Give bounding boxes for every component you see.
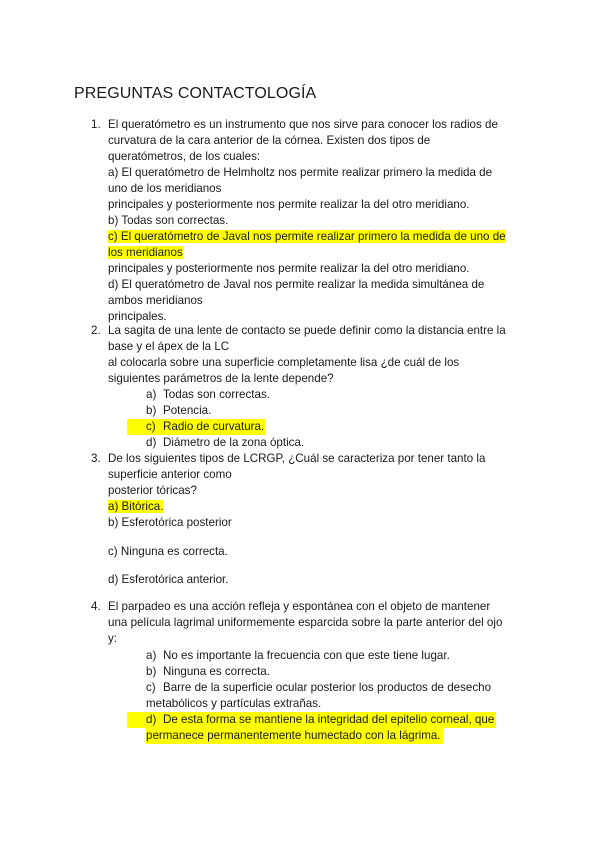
answer-option-highlighted-continued: permanece permanentemente humectado con la lágrima. [146, 729, 441, 742]
page-title: PREGUNTAS CONTACTOLOGÍA [74, 85, 317, 102]
question-number: 3. [91, 452, 101, 465]
answer-option-continued: metabólicos y partículas extrañas. [146, 697, 322, 710]
answer-option-line: ambos meridianos [108, 294, 203, 307]
answer-option-line: b) Todas son correctas. [108, 214, 229, 227]
answer-option-line: d) El queratómetro de Javal nos permite realizar la medida simultánea de [108, 278, 485, 291]
question-text-line: curvatura de la cara anterior de la córnea. Existen dos tipos de [108, 134, 431, 147]
answer-option-line: principales. [108, 310, 167, 323]
question-text-line: queratómetros, de los cuales: [108, 150, 261, 163]
answer-option: b) Potencia. [146, 404, 212, 417]
highlighted-answer-line: c) El queratómetro de Javal nos permite realizar primero la medida de uno de [108, 230, 506, 243]
question-number: 1. [91, 118, 101, 131]
answer-option-line: d) Esferotórica anterior. [108, 573, 229, 586]
question-body [108, 451, 533, 531]
question-number: 4. [91, 600, 101, 613]
answer-option: c) Barre de la superficie ocular posterior los productos de desecho [146, 681, 492, 694]
highlighted-answer-line: los meridianos [108, 246, 183, 259]
question-text-line: superficie anterior como [108, 468, 232, 481]
answer-option-line: b) Esferotórica posterior [108, 516, 232, 529]
question-text-line: La sagita de una lente de contacto se puede definir como la distancia entre la [108, 324, 506, 337]
question-body [108, 117, 533, 325]
question-text-line: El queratómetro es un instrumento que nos sirve para conocer los radios de [108, 118, 498, 131]
question-number: 2. [91, 324, 101, 337]
question-text-line: al colocarla sobre una superficie completamente lisa ¿de cuál de los [108, 356, 460, 369]
answer-option-line: uno de los meridianos [108, 182, 222, 195]
question-text-line: una película lagrimal uniformemente esparcida sobre la parte anterior del ojo [108, 616, 503, 629]
answer-option-line: principales y posteriormente nos permite realizar la del otro meridiano. [108, 198, 470, 211]
answer-option-highlighted: d) De esta forma se mantiene la integridad del epitelio corneal, que [127, 712, 496, 728]
question-text-line: base y el ápex de la LC [108, 340, 230, 353]
answer-option: a) Todas son correctas. [146, 388, 270, 401]
question-text-line: siguientes parámetros de la lente depende? [108, 372, 334, 385]
answer-option-highlighted: c) Radio de curvatura. [127, 419, 265, 435]
question-text-line: De los siguientes tipos de LCRGP, ¿Cuál se caracteriza por tener tanto la [108, 452, 486, 465]
question-text-line: posterior tóricas? [108, 484, 197, 497]
answer-option: a) No es importante la frecuencia con que este tiene lugar. [146, 649, 450, 662]
answer-option-line: c) Ninguna es correcta. [108, 545, 228, 558]
answer-option-line: principales y posteriormente nos permite realizar la del otro meridiano. [108, 262, 470, 275]
answer-option: d) Diámetro de la zona óptica. [146, 436, 305, 449]
answer-option-line: a) El queratómetro de Helmholtz nos permite realizar primero la medida de [108, 166, 493, 179]
question-text-line: y: [108, 632, 118, 645]
question-body [108, 599, 533, 647]
highlighted-answer-line: a) Bitórica. [108, 500, 164, 513]
answer-option: b) Ninguna es correcta. [146, 665, 270, 678]
question-text-line: El parpadeo es una acción refleja y espontánea con el objeto de mantener [108, 600, 491, 613]
question-body [108, 323, 533, 387]
